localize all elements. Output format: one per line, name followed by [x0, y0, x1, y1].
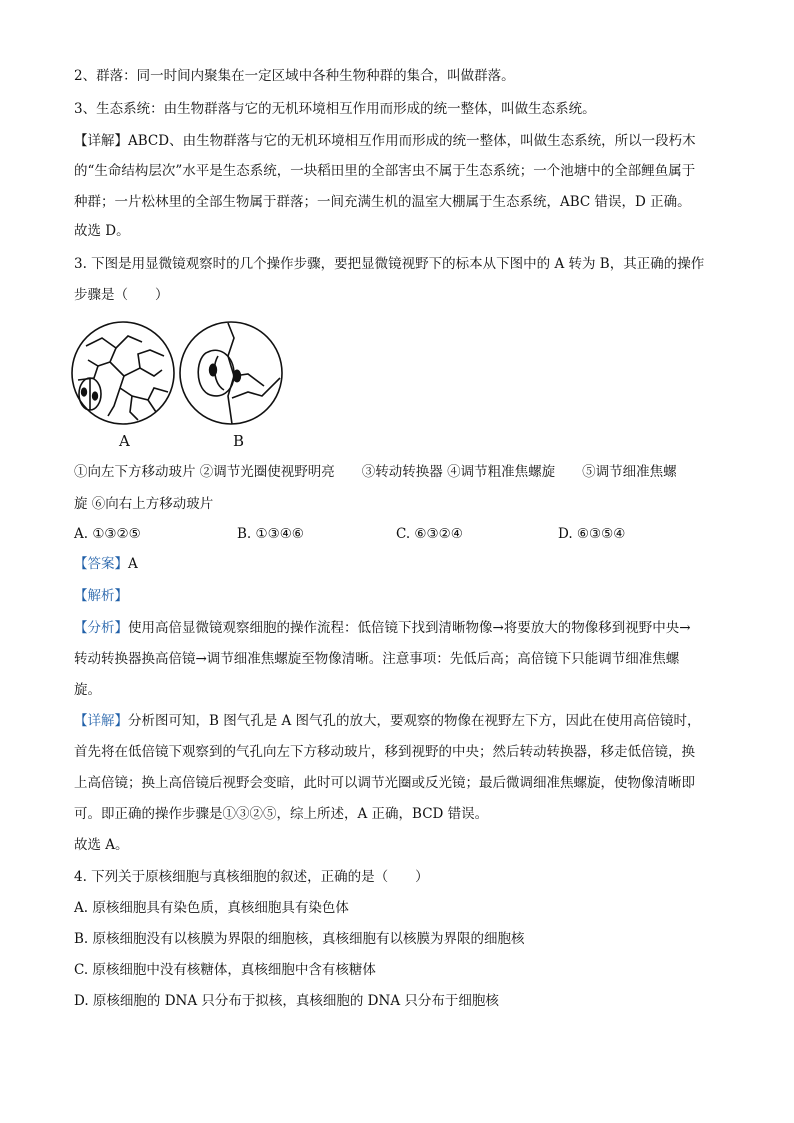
analysis-subtag: 【分析】	[74, 620, 128, 636]
figure-label-a: A	[119, 432, 130, 450]
analysis-text: 使用高倍显微镜观察细胞的操作流程：低倍镜下找到清晰物像→将要放大的物像移到视野中央→	[128, 620, 691, 636]
answer-line	[74, 554, 138, 574]
microscope-figure	[68, 316, 288, 456]
detail-text: 首先将在低倍镜下观察到的气孔向左下方移动玻片，移到视野的中央；然后转动转换器，移走低倍镜，换	[74, 744, 695, 760]
guard-cell-dot	[92, 391, 98, 400]
question-4-option-b[interactable]: B. 原核细胞没有以核膜为界限的细胞核，真核细胞有以核膜为界限的细胞核	[74, 931, 525, 947]
option-d[interactable]: D. ⑥③⑤④	[558, 526, 626, 542]
text-line: 3、生态系统：由生物群落与它的无机环境相互作用而形成的统一整体，叫做生态系统。	[74, 101, 596, 117]
guard-cell-dot	[81, 387, 87, 396]
answer-tag: 【答案】	[74, 556, 128, 572]
detail-text: 可。即正确的操作步骤是①③②⑤，综上所述，A 正确，BCD 错误。	[74, 806, 489, 822]
question-3-options	[74, 524, 734, 544]
detail-text: 分析图可知，B 图气孔是 A 图气孔的放大，要观察的物像在视野左下方，因此在使用高倍镜时，	[128, 713, 701, 729]
detail-tag: 【详解】	[74, 713, 128, 729]
text-line: 2、群落：同一时间内聚集在一定区域中各种生物种群的集合，叫做群落。	[74, 68, 515, 84]
answer-value: A	[128, 556, 138, 572]
text-line: 【详解】ABCD、由生物群落与它的无机环境相互作用而形成的统一整体，叫做生态系统，所以一段朽木	[74, 133, 696, 149]
view-b	[180, 322, 282, 424]
question-3-steps: ①向左下方移动玻片 ②调节光圈使视野明亮 ③转动转换器 ④调节粗准焦螺旋 ⑤调节细准焦螺	[74, 464, 677, 480]
analysis-tag: 【解析】	[74, 588, 128, 604]
text-line: 种群；一片松林里的全部生物属于群落；一间充满生机的温室大棚属于生态系统，ABC 错误，D 正确。	[74, 194, 691, 210]
detail-line	[74, 711, 701, 731]
analysis-text: 转动转换器换高倍镜→调节细准焦螺旋至物像清晰。注意事项：先低后高；高倍镜下只能调节细准焦螺	[74, 651, 680, 667]
view-a	[72, 322, 174, 424]
analysis-text: 旋。	[74, 682, 101, 698]
analysis-line	[74, 618, 691, 638]
detail-text: 故选 A。	[74, 837, 129, 853]
question-4-option-d[interactable]: D. 原核细胞的 DNA 只分布于拟核，真核细胞的 DNA 只分布于细胞核	[74, 993, 499, 1009]
detail-text: 上高倍镜；换上高倍镜后视野会变暗，此时可以调节光圈或反光镜；最后微调细准焦螺旋，使物像清晰即	[74, 775, 695, 791]
question-3-steps: 旋 ⑥向右上方移动玻片	[74, 496, 214, 512]
option-a[interactable]: A. ①③②⑤	[74, 526, 141, 542]
question-4-option-c[interactable]: C. 原核细胞中没有核糖体，真核细胞中含有核糖体	[74, 962, 376, 978]
question-3-stem: 3. 下图是用显微镜观察时的几个操作步骤，要把显微镜视野下的标本从下图中的 A 转为 B，其正确的操作	[74, 256, 705, 272]
question-3-stem: 步骤是（ ）	[74, 287, 169, 303]
option-b[interactable]: B. ①③④⑥	[237, 526, 304, 542]
guard-cell-dot	[233, 370, 241, 383]
question-4-stem: 4. 下列关于原核细胞与真核细胞的叙述，正确的是（ ）	[74, 869, 429, 885]
text-line: 的“生命结构层次”水平是生态系统，一块稻田里的全部害虫不属于生态系统；一个池塘中的全部鲤鱼属于	[74, 163, 696, 179]
question-4-option-a[interactable]: A. 原核细胞具有染色质，真核细胞具有染色体	[74, 900, 349, 916]
figure-label-b: B	[233, 432, 245, 450]
text-line: 故选 D。	[74, 223, 130, 239]
guard-cell-dot	[209, 364, 217, 377]
option-c[interactable]: C. ⑥③②④	[396, 526, 463, 542]
microscope-views-illustration	[68, 316, 288, 456]
